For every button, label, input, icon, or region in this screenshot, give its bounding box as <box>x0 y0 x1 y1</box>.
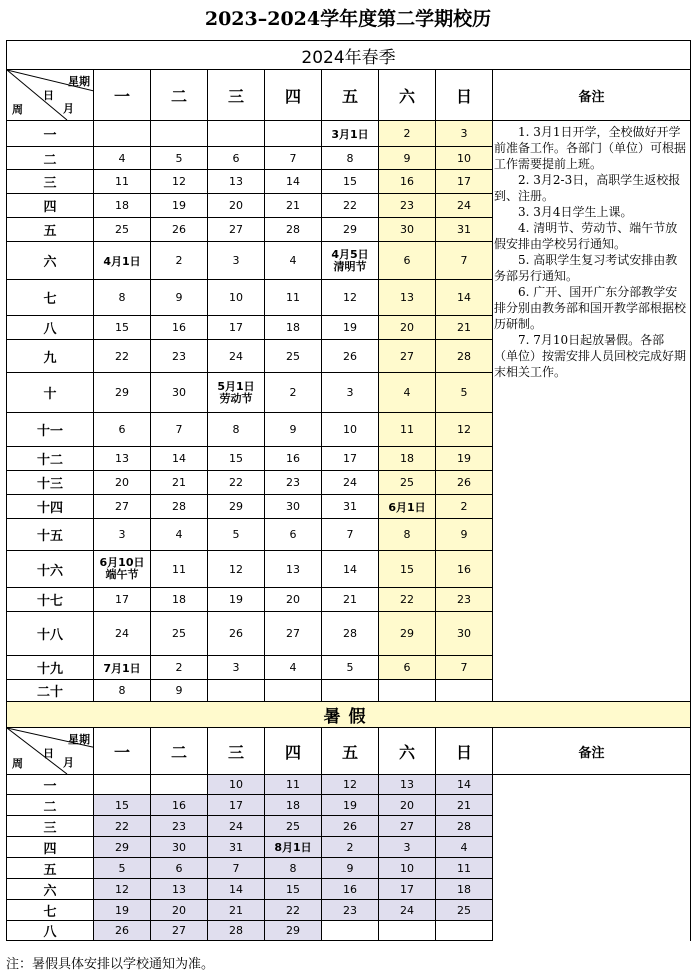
day-cell: 29 <box>208 495 265 519</box>
day-cell: 16 <box>265 447 322 471</box>
spring-notes <box>493 121 691 702</box>
day-cell: 15 <box>208 447 265 471</box>
day-cell: 10 <box>208 775 265 795</box>
date-label: 4月5日 <box>331 247 369 261</box>
day-cell: 2 <box>322 837 379 858</box>
spring-weekday-7: 日 <box>436 70 493 121</box>
week-number: 一 <box>7 775 94 795</box>
day-cell: 31 <box>436 218 493 242</box>
day-cell: 2 <box>151 242 208 280</box>
day-cell: 16 <box>379 170 436 194</box>
day-cell: 8 <box>379 519 436 551</box>
day-cell: 14 <box>265 170 322 194</box>
day-cell: 16 <box>151 316 208 340</box>
summer-weekday-3: 三 <box>208 728 265 775</box>
day-cell: 24 <box>208 816 265 837</box>
summer-weekday-6: 六 <box>379 728 436 775</box>
spring-weekday-5: 五 <box>322 70 379 121</box>
day-cell: 20 <box>379 316 436 340</box>
day-cell: 4 <box>151 519 208 551</box>
day-cell: 21 <box>265 194 322 218</box>
day-cell: 19 <box>322 795 379 816</box>
note-item: 6. 广开、国开广东分部教学安排分别由教务部和国开教学部根据校历研制。 <box>494 285 687 331</box>
day-cell: 15 <box>322 170 379 194</box>
week-number: 十六 <box>7 551 94 588</box>
day-cell: 11 <box>265 280 322 316</box>
note-item: 5. 高职学生复习考试安排由教务部另行通知。 <box>494 253 678 283</box>
day-cell <box>322 242 379 280</box>
day-cell <box>94 775 151 795</box>
day-cell: 3 <box>436 121 493 147</box>
spring-diag-month-label: 月 <box>63 102 74 115</box>
day-cell: 21 <box>436 795 493 816</box>
week-number: 三 <box>7 816 94 837</box>
week-number: 八 <box>7 316 94 340</box>
day-cell: 9 <box>265 413 322 447</box>
day-cell: 15 <box>265 879 322 900</box>
day-cell <box>322 921 379 941</box>
week-number: 十九 <box>7 656 94 680</box>
week-number: 四 <box>7 837 94 858</box>
day-cell: 14 <box>436 280 493 316</box>
page-title: 2023–2024学年度第二学期校历 <box>204 8 492 30</box>
day-cell: 20 <box>151 900 208 921</box>
summer-weekday-5: 五 <box>322 728 379 775</box>
day-cell: 27 <box>151 921 208 941</box>
day-cell: 17 <box>322 447 379 471</box>
day-cell: 21 <box>151 471 208 495</box>
spring-weekday-4: 四 <box>265 70 322 121</box>
day-cell: 2 <box>151 656 208 680</box>
day-cell: 25 <box>379 471 436 495</box>
day-cell: 3 <box>208 656 265 680</box>
day-cell: 12 <box>94 879 151 900</box>
day-cell: 10 <box>379 858 436 879</box>
day-cell <box>151 121 208 147</box>
day-cell <box>322 680 379 702</box>
day-cell <box>265 680 322 702</box>
footnote: 注：暑假具体安排以学校通知为准。 <box>6 957 215 972</box>
day-cell: 6 <box>379 242 436 280</box>
day-cell: 24 <box>94 612 151 656</box>
day-cell <box>265 121 322 147</box>
day-cell: 27 <box>94 495 151 519</box>
day-cell <box>94 551 151 588</box>
spring-diag-week-label: 星期 <box>68 75 90 88</box>
day-cell: 4 <box>265 242 322 280</box>
day-cell: 26 <box>94 921 151 941</box>
week-number: 十四 <box>7 495 94 519</box>
day-cell: 23 <box>436 588 493 612</box>
week-number: 十五 <box>7 519 94 551</box>
day-cell: 29 <box>265 921 322 941</box>
day-cell: 11 <box>436 858 493 879</box>
day-cell: 9 <box>151 280 208 316</box>
spring-season-title: 2024年春季 <box>7 41 691 70</box>
day-cell: 16 <box>322 879 379 900</box>
note-item: 2. 3月2-3日，高职学生返校报到、注册。 <box>494 173 681 203</box>
day-cell <box>379 921 436 941</box>
calendar-table <box>6 40 691 941</box>
holiday-label: 劳动节 <box>219 391 253 405</box>
week-number: 十二 <box>7 447 94 471</box>
day-cell <box>94 121 151 147</box>
date-label: 5月1日 <box>217 379 255 393</box>
day-cell: 25 <box>94 218 151 242</box>
day-cell: 19 <box>436 447 493 471</box>
day-cell: 24 <box>322 471 379 495</box>
day-cell: 3 <box>94 519 151 551</box>
day-cell: 22 <box>208 471 265 495</box>
day-cell: 6 <box>265 519 322 551</box>
day-cell: 28 <box>436 340 493 373</box>
day-cell: 25 <box>265 816 322 837</box>
day-cell: 13 <box>379 280 436 316</box>
day-cell: 26 <box>151 218 208 242</box>
summer-notes-header: 备注 <box>493 728 691 775</box>
day-cell: 11 <box>379 413 436 447</box>
week-number: 二 <box>7 147 94 170</box>
day-cell: 24 <box>436 194 493 218</box>
day-cell: 26 <box>322 340 379 373</box>
day-cell: 18 <box>379 447 436 471</box>
summer-week-row <box>7 775 691 795</box>
day-cell: 18 <box>265 795 322 816</box>
day-cell: 26 <box>436 471 493 495</box>
note-item: 4. 清明节、劳动节、端午节放假安排由学校另行通知。 <box>494 221 678 251</box>
week-number: 二十 <box>7 680 94 702</box>
day-cell: 28 <box>265 218 322 242</box>
day-cell: 23 <box>151 816 208 837</box>
day-cell: 31 <box>208 837 265 858</box>
day-cell <box>379 680 436 702</box>
day-cell: 30 <box>151 373 208 413</box>
day-cell: 2 <box>379 121 436 147</box>
day-cell: 18 <box>94 194 151 218</box>
day-cell: 18 <box>151 588 208 612</box>
summer-header-diagonal <box>7 728 94 775</box>
day-cell: 12 <box>208 551 265 588</box>
day-cell: 23 <box>322 900 379 921</box>
week-number: 五 <box>7 858 94 879</box>
day-cell: 11 <box>265 775 322 795</box>
spring-notes-header: 备注 <box>493 70 691 121</box>
summer-weekday-1: 一 <box>94 728 151 775</box>
day-cell: 30 <box>379 218 436 242</box>
day-cell: 19 <box>208 588 265 612</box>
spring-weekday-6: 六 <box>379 70 436 121</box>
day-cell: 3 <box>379 837 436 858</box>
day-cell: 30 <box>151 837 208 858</box>
day-cell: 30 <box>265 495 322 519</box>
week-number: 十 <box>7 373 94 413</box>
day-cell: 14 <box>208 879 265 900</box>
day-cell: 28 <box>151 495 208 519</box>
day-cell: 10 <box>322 413 379 447</box>
day-cell: 27 <box>379 816 436 837</box>
day-cell: 12 <box>436 413 493 447</box>
day-cell: 6 <box>379 656 436 680</box>
day-cell: 22 <box>322 194 379 218</box>
day-cell: 9 <box>379 147 436 170</box>
week-number: 一 <box>7 121 94 147</box>
day-cell: 19 <box>94 900 151 921</box>
day-cell: 29 <box>379 612 436 656</box>
day-cell: 17 <box>94 588 151 612</box>
day-cell: 27 <box>265 612 322 656</box>
day-cell: 26 <box>322 816 379 837</box>
day-cell: 8 <box>208 413 265 447</box>
day-cell: 29 <box>94 373 151 413</box>
day-cell: 21 <box>208 900 265 921</box>
day-cell: 20 <box>208 194 265 218</box>
day-cell: 12 <box>322 775 379 795</box>
day-cell <box>208 121 265 147</box>
day-cell: 3 <box>208 242 265 280</box>
day-cell: 23 <box>265 471 322 495</box>
day-cell: 29 <box>322 218 379 242</box>
day-cell: 12 <box>151 170 208 194</box>
day-cell: 6月1日 <box>379 495 436 519</box>
spring-weekday-3: 三 <box>208 70 265 121</box>
day-cell: 13 <box>265 551 322 588</box>
day-cell: 25 <box>436 900 493 921</box>
day-cell: 7 <box>151 413 208 447</box>
spring-weekday-2: 二 <box>151 70 208 121</box>
day-cell: 28 <box>208 921 265 941</box>
day-cell: 25 <box>265 340 322 373</box>
day-cell: 7月1日 <box>94 656 151 680</box>
day-cell: 9 <box>436 519 493 551</box>
day-cell: 4 <box>379 373 436 413</box>
day-cell: 7 <box>208 858 265 879</box>
day-cell: 27 <box>208 218 265 242</box>
week-number: 十七 <box>7 588 94 612</box>
day-cell: 26 <box>208 612 265 656</box>
day-cell: 12 <box>322 280 379 316</box>
week-number: 五 <box>7 218 94 242</box>
day-cell: 23 <box>151 340 208 373</box>
day-cell: 16 <box>436 551 493 588</box>
week-number: 七 <box>7 900 94 921</box>
day-cell <box>151 775 208 795</box>
day-cell: 13 <box>151 879 208 900</box>
day-cell: 6 <box>94 413 151 447</box>
note-item: 3. 3月4日学生上课。 <box>518 205 633 219</box>
summer-diag-month-label: 月 <box>63 756 74 769</box>
day-cell: 20 <box>265 588 322 612</box>
day-cell: 13 <box>208 170 265 194</box>
day-cell: 6 <box>151 858 208 879</box>
day-cell: 4月1日 <box>94 242 151 280</box>
day-cell: 13 <box>94 447 151 471</box>
summer-diag-day-label: 日 <box>43 747 54 760</box>
day-cell: 17 <box>436 170 493 194</box>
day-cell: 8月1日 <box>265 837 322 858</box>
day-cell: 2 <box>436 495 493 519</box>
day-cell: 5 <box>436 373 493 413</box>
day-cell: 8 <box>322 147 379 170</box>
day-cell: 8 <box>265 858 322 879</box>
day-cell: 5 <box>208 519 265 551</box>
spring-header-diagonal <box>7 70 94 121</box>
day-cell: 17 <box>208 316 265 340</box>
day-cell: 29 <box>94 837 151 858</box>
day-cell: 17 <box>379 879 436 900</box>
day-cell: 9 <box>151 680 208 702</box>
day-cell: 16 <box>151 795 208 816</box>
day-cell: 19 <box>322 316 379 340</box>
day-cell: 27 <box>379 340 436 373</box>
week-number: 七 <box>7 280 94 316</box>
day-cell: 22 <box>265 900 322 921</box>
day-cell: 4 <box>436 837 493 858</box>
day-cell: 22 <box>94 816 151 837</box>
spring-week-row <box>7 121 691 147</box>
day-cell: 9 <box>322 858 379 879</box>
day-cell: 21 <box>322 588 379 612</box>
day-cell: 7 <box>436 656 493 680</box>
week-number: 六 <box>7 879 94 900</box>
summer-weekday-2: 二 <box>151 728 208 775</box>
summer-diag-week-label: 星期 <box>68 733 90 746</box>
day-cell: 8 <box>94 280 151 316</box>
day-cell: 3月1日 <box>322 121 379 147</box>
date-label: 6月10日 <box>99 556 145 569</box>
week-number: 二 <box>7 795 94 816</box>
day-cell: 14 <box>151 447 208 471</box>
day-cell: 20 <box>379 795 436 816</box>
day-cell: 7 <box>436 242 493 280</box>
week-number: 九 <box>7 340 94 373</box>
day-cell: 24 <box>379 900 436 921</box>
day-cell: 3 <box>322 373 379 413</box>
week-number: 十一 <box>7 413 94 447</box>
day-cell: 15 <box>94 316 151 340</box>
day-cell: 25 <box>151 612 208 656</box>
day-cell: 18 <box>265 316 322 340</box>
day-cell: 31 <box>322 495 379 519</box>
day-cell: 22 <box>379 588 436 612</box>
spring-weekday-1: 一 <box>94 70 151 121</box>
day-cell: 5 <box>151 147 208 170</box>
week-number: 八 <box>7 921 94 941</box>
summer-weekday-7: 日 <box>436 728 493 775</box>
day-cell: 13 <box>379 775 436 795</box>
day-cell: 30 <box>436 612 493 656</box>
holiday-label: 端午节 <box>105 568 139 581</box>
day-cell: 4 <box>94 147 151 170</box>
spring-diag-day-label: 日 <box>43 89 54 102</box>
note-item: 1. 3月1日开学，全校做好开学前准备工作。各部门（单位）可根据工作需要提前上班。 <box>494 125 687 171</box>
day-cell <box>436 921 493 941</box>
day-cell: 23 <box>379 194 436 218</box>
day-cell: 22 <box>94 340 151 373</box>
day-cell: 5 <box>322 656 379 680</box>
week-number: 三 <box>7 170 94 194</box>
day-cell <box>208 373 265 413</box>
day-cell: 5 <box>94 858 151 879</box>
day-cell: 10 <box>208 280 265 316</box>
week-number: 六 <box>7 242 94 280</box>
day-cell: 21 <box>436 316 493 340</box>
note-item: 7. 7月10日起放暑假。各部（单位）按需安排人员回校完成好期末相关工作。 <box>494 333 687 379</box>
summer-title: 暑假 <box>7 702 691 728</box>
summer-weekday-4: 四 <box>265 728 322 775</box>
week-number: 四 <box>7 194 94 218</box>
week-number: 十八 <box>7 612 94 656</box>
day-cell: 15 <box>379 551 436 588</box>
day-cell: 17 <box>208 795 265 816</box>
summer-notes <box>493 775 691 941</box>
spring-diag-zhou-label: 周 <box>12 103 23 116</box>
day-cell: 14 <box>322 551 379 588</box>
day-cell: 15 <box>94 795 151 816</box>
day-cell <box>208 680 265 702</box>
day-cell: 7 <box>322 519 379 551</box>
day-cell: 24 <box>208 340 265 373</box>
week-number: 十三 <box>7 471 94 495</box>
day-cell: 28 <box>436 816 493 837</box>
day-cell: 11 <box>151 551 208 588</box>
day-cell: 19 <box>151 194 208 218</box>
day-cell: 20 <box>94 471 151 495</box>
day-cell: 28 <box>322 612 379 656</box>
day-cell: 6 <box>208 147 265 170</box>
day-cell: 7 <box>265 147 322 170</box>
holiday-label: 清明节 <box>333 259 367 273</box>
summer-diag-zhou-label: 周 <box>12 757 23 770</box>
day-cell: 10 <box>436 147 493 170</box>
day-cell: 11 <box>94 170 151 194</box>
day-cell: 2 <box>265 373 322 413</box>
day-cell <box>436 680 493 702</box>
day-cell: 18 <box>436 879 493 900</box>
day-cell: 14 <box>436 775 493 795</box>
day-cell: 8 <box>94 680 151 702</box>
day-cell: 4 <box>265 656 322 680</box>
